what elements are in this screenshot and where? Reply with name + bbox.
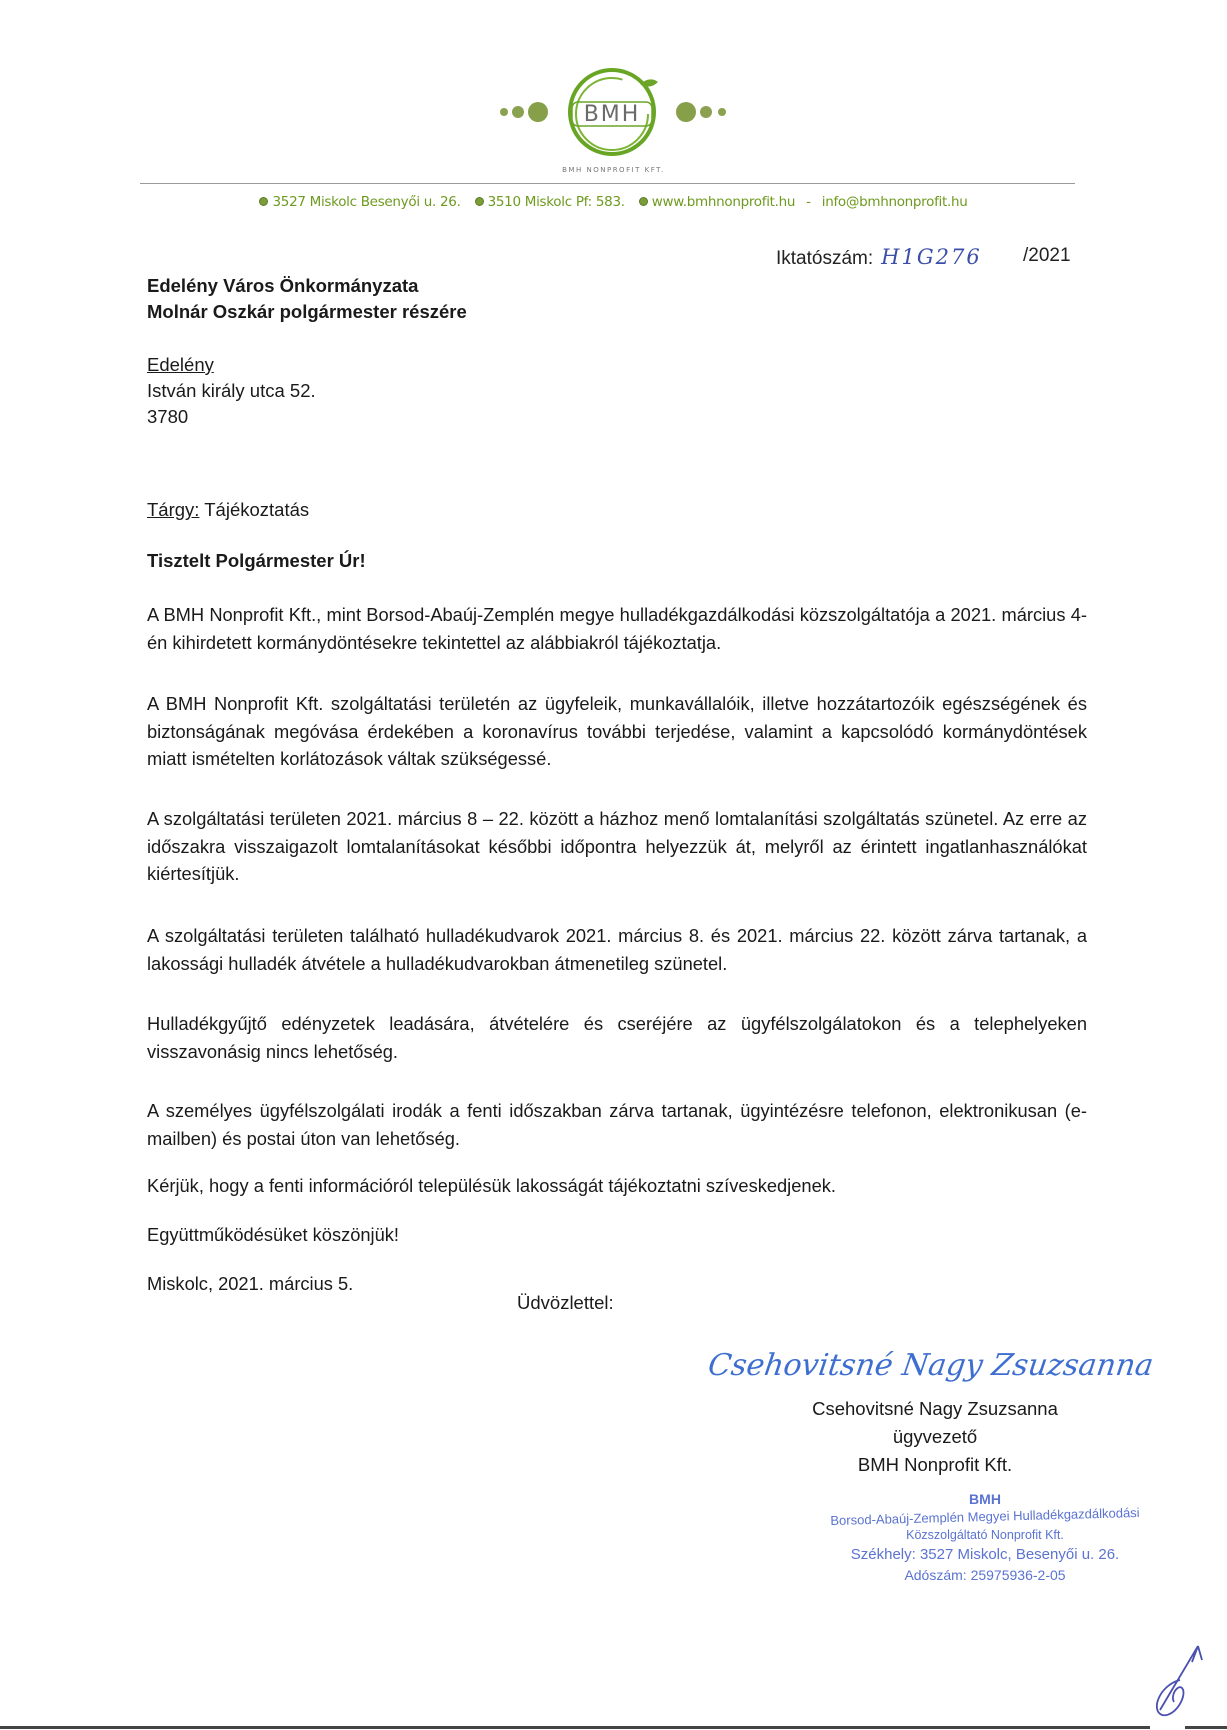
initials-mark (1140, 1640, 1210, 1725)
recipient-person: Molnár Oszkár polgármester részére (147, 301, 467, 322)
body-paragraph: Kérjük, hogy a fenti információról településük lakosságát tájékoztatni szíveskedjenek. (147, 1175, 836, 1196)
header-divider (140, 183, 1075, 184)
logo-dot (528, 102, 548, 122)
body-paragraph: A szolgáltatási területen található hulladékudvarok 2021. március 8. és 2021. március 22. között zárva tartanak, a lakossági hulladék átvétele a hulladékudvarokban átmenetileg szünetel. (147, 925, 1087, 974)
body-paragraph: A személyes ügyfélszolgálati irodák a fenti időszakban zárva tartanak, ügyintézésre telefonon, elektronikusan (e-mailben) és postai úton van lehetőség. (147, 1100, 1087, 1149)
body-paragraph: A BMH Nonprofit Kft., mint Borsod-Abaúj-Zemplén megye hulladékgazdálkodási közszolgáltatója a 2021. március 4-én kihirdetett kormánydöntésekre tekintettel az alábbiakról tájékoztatja. (147, 604, 1087, 653)
signatory-company: BMH Nonprofit Kft. (857, 1454, 1013, 1475)
page-bottom-edge (0, 1726, 1227, 1729)
body-paragraph: A szolgáltatási területen 2021. március 8 – 22. között a házhoz menő lomtalanítási szolgáltatás szünetel. Az erre az időszakra visszaigazolt lomtalanításokat későbbi időpontra helyezzük át, melyről az érintett ingatlanhasználókat kiértesítjük. (147, 808, 1087, 884)
recipient-organization: Edelény Város Önkormányzata (147, 275, 419, 296)
logo-subtitle: BMH NONPROFIT KFT. (562, 166, 665, 174)
address-street: István király utca 52. (147, 380, 316, 401)
location-icon (259, 197, 268, 206)
contact-website[interactable]: www.bmhnonprofit.hu (639, 194, 795, 210)
recipient-block (147, 273, 467, 325)
logo-dot (500, 108, 508, 116)
signatory-name: Csehovitsné Nagy Zsuzsanna (812, 1398, 1058, 1419)
stamp-line: Székhely: 3527 Miskolc, Besenyői u. 26. (850, 1546, 1120, 1563)
signatory-block (745, 1395, 1125, 1479)
contact-line (0, 194, 1227, 210)
company-stamp (800, 1490, 1170, 1585)
body-paragraph: Hulladékgyűjtő edényzetek leadására, átvételére és cseréjére az ügyfélszolgálatokon és a telephelyeken visszavonásig nincs lehetőség. (147, 1013, 1087, 1062)
handwritten-signature (705, 1335, 1156, 1395)
logo-dot (676, 102, 696, 122)
stamp-line: Közszolgáltató Nonprofit Kft. (906, 1528, 1064, 1542)
reference-handwritten: H1G276 (881, 245, 982, 269)
stamp-line: BMH (969, 1491, 1001, 1507)
place-date: Miskolc, 2021. március 5. (147, 1273, 354, 1294)
thanks-line: Együttműködésüket köszönjük! (147, 1224, 400, 1245)
web-icon (639, 197, 648, 206)
subject-line (147, 497, 309, 523)
logo-text: BMH (583, 102, 641, 127)
stamp-line: Borsod-Abaúj-Zemplén Megyei Hulladékgazdálkodási (830, 1504, 1140, 1529)
contact-separator: - (806, 194, 811, 210)
address-block (147, 352, 316, 430)
mailbox-icon (475, 197, 484, 206)
salutation: Tisztelt Polgármester Úr! (147, 550, 366, 571)
subject-label: Tárgy: (147, 499, 200, 520)
signature-script: Csehovitsné Nagy Zsuzsanna (705, 1348, 1156, 1383)
stamp-line: Adószám: 25975936-2-05 (904, 1567, 1066, 1583)
logo-dot (512, 106, 524, 118)
reference-year: /2021 (1023, 245, 1071, 266)
reference-number (776, 245, 982, 270)
address-zip: 3780 (147, 406, 189, 427)
closing: Üdvözlettel: (517, 1292, 614, 1313)
contact-email[interactable]: info@bmhnonprofit.hu (821, 194, 968, 210)
signatory-title: ügyvezető (892, 1426, 978, 1447)
logo-dot (718, 108, 726, 116)
reference-label: Iktatószám: (776, 248, 874, 269)
page-edge-gap (1150, 1724, 1185, 1730)
logo-dot (700, 106, 712, 118)
contact-pobox: 3510 Miskolc Pf: 583. (475, 194, 625, 210)
contact-address: 3527 Miskolc Besenyői u. 26. (259, 194, 460, 210)
address-city: Edelény (147, 354, 214, 375)
body-paragraph: A BMH Nonprofit Kft. szolgáltatási területén az ügyfeleik, munkavállalóik, illetve hozzátartozóik egészségének és biztonságának megóvása érdekében a koronavírus további terjedése, valamint a kapcsolódó kormánydöntések miatt ismételten korlátozások váltak szükségessé. (147, 693, 1087, 769)
bmh-logo (488, 62, 738, 172)
subject-value: Tájékoztatás (204, 499, 310, 520)
